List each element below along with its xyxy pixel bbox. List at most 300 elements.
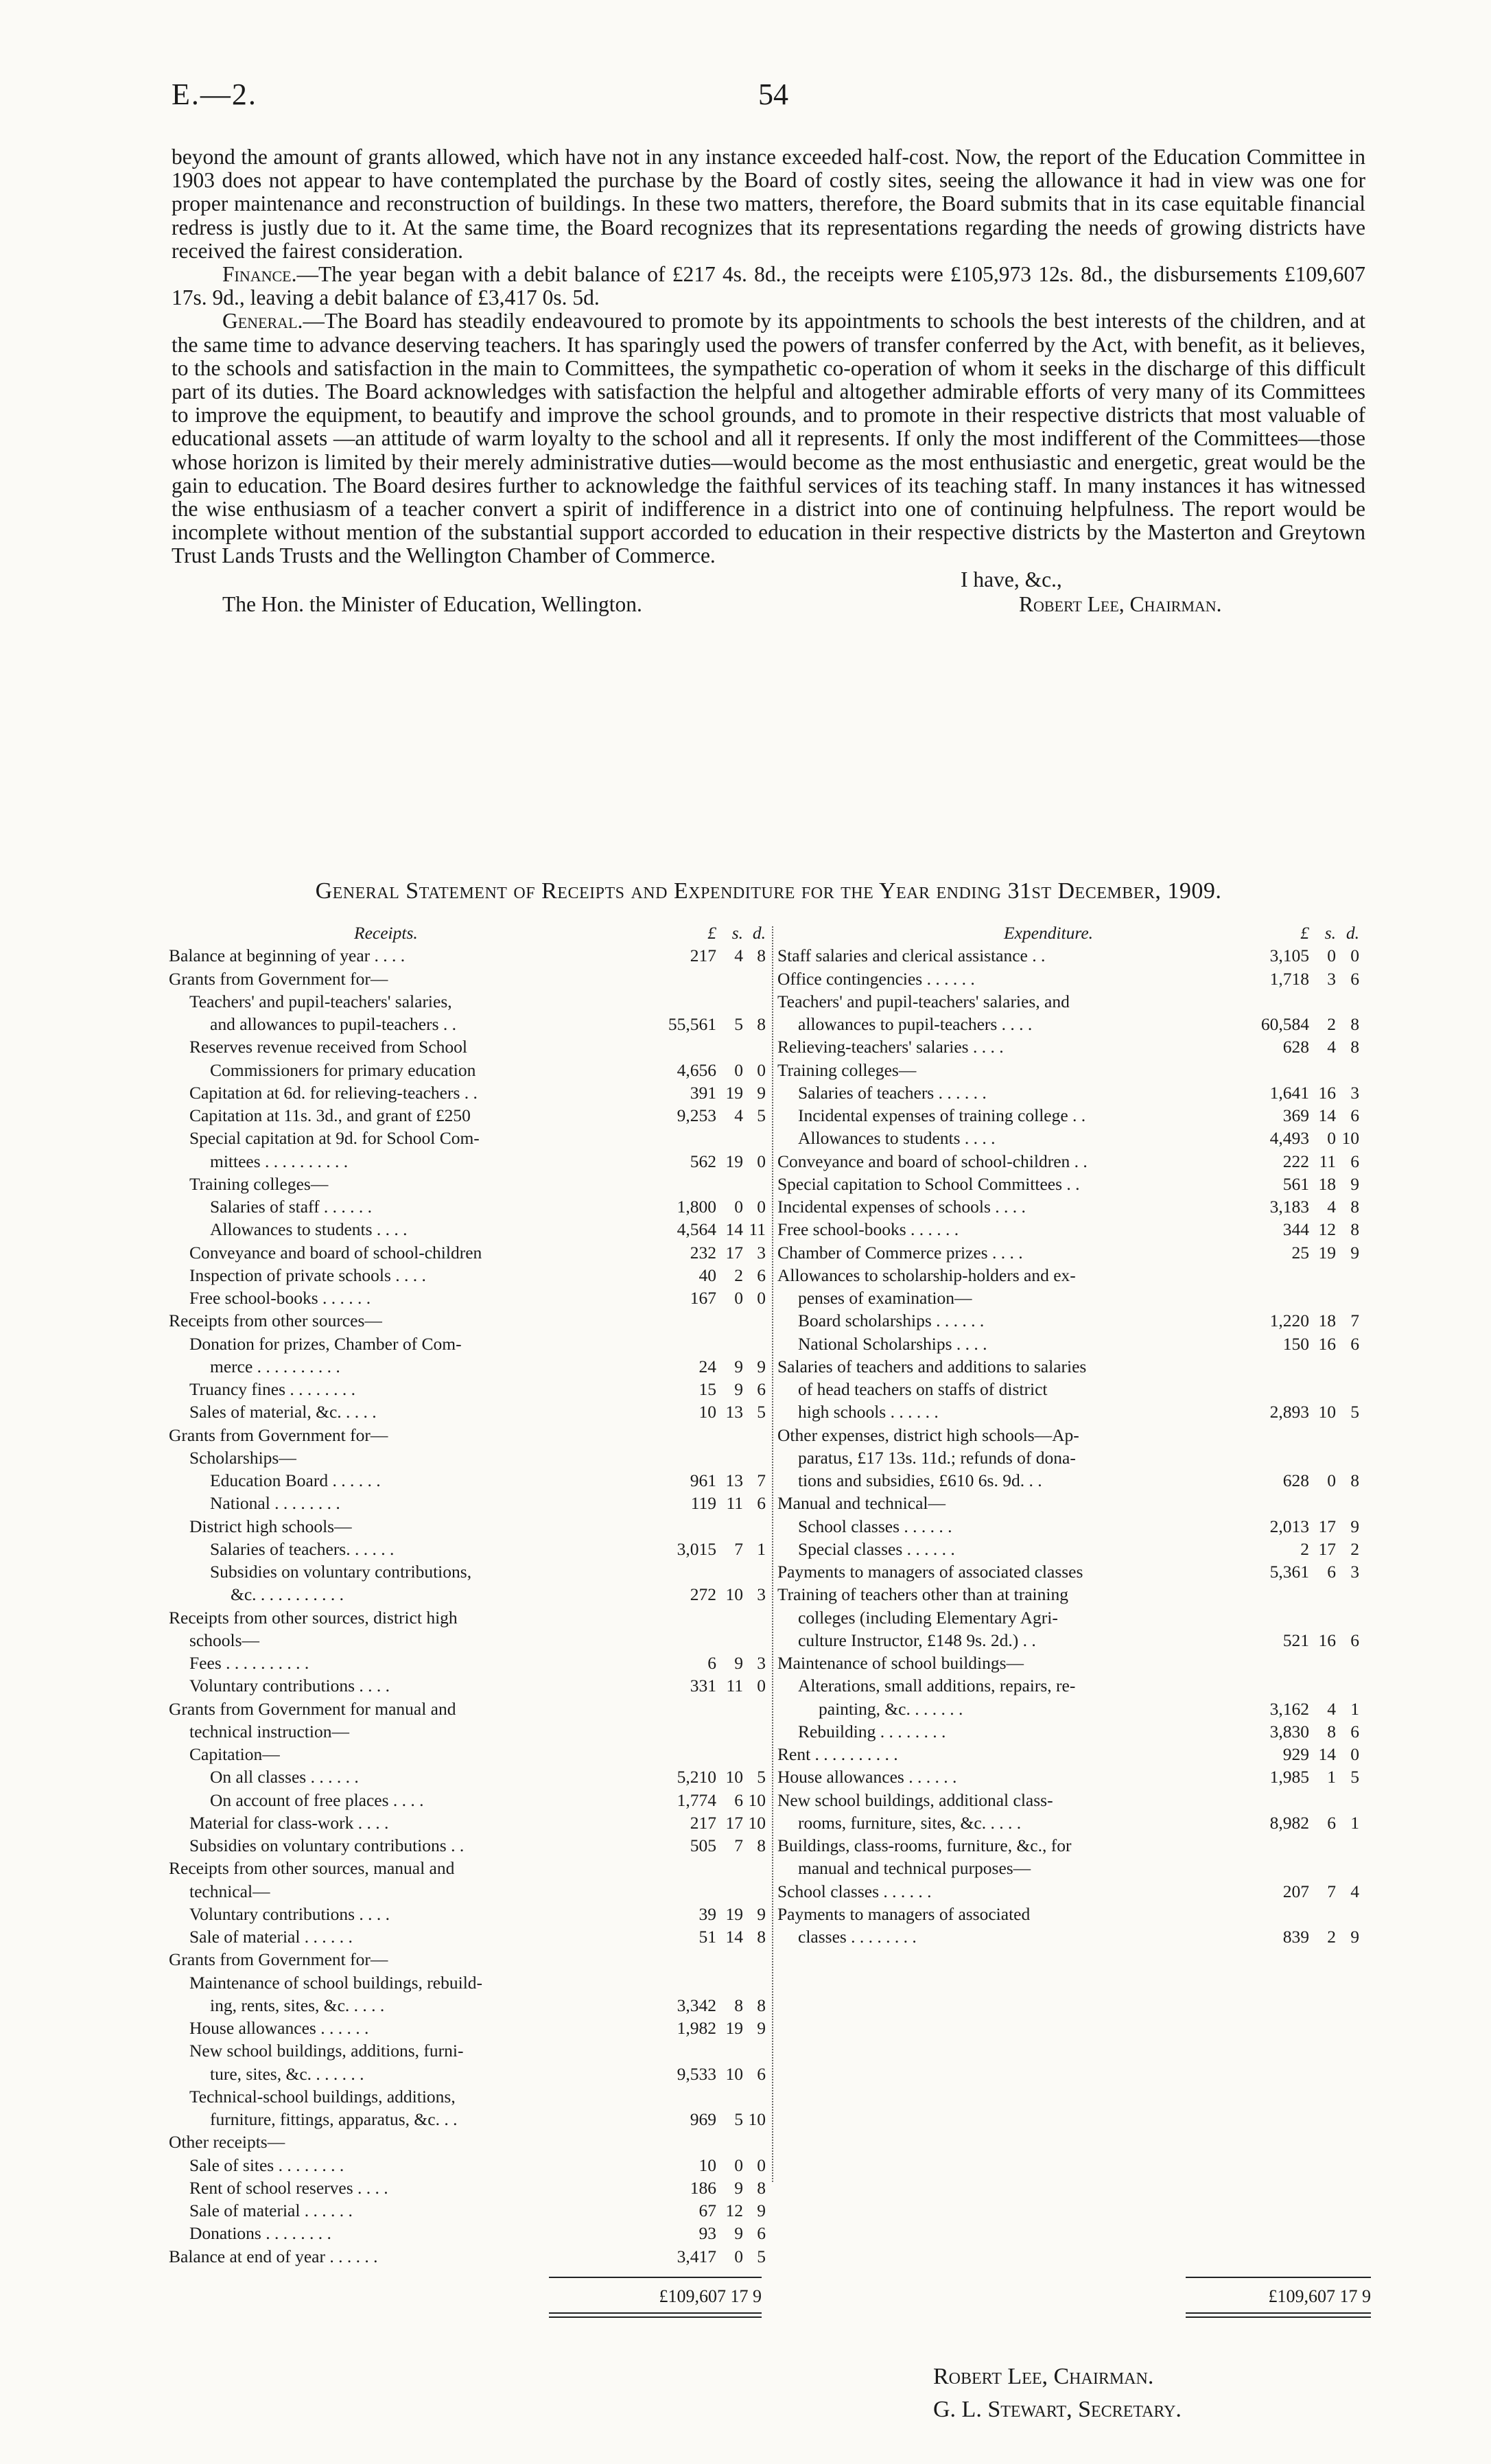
expenditure-row: [777, 1813, 1371, 1835]
amount-pounds: 3,015: [677, 1538, 716, 1559]
item-label: Grants from Government for manual and: [169, 1698, 456, 1719]
item-label: On all classes . . . . . .: [210, 1767, 359, 1787]
receipts-total-value: £109,607 17 9: [659, 2286, 762, 2306]
amount-pence: 6: [1350, 1630, 1359, 1650]
item-label: merce . . . . . . . . . .: [210, 1356, 340, 1376]
amount-pounds: 5,361: [1269, 1562, 1309, 1582]
series-reference: E.—2.: [172, 78, 257, 111]
amount-pounds: 521: [1282, 1630, 1309, 1650]
item-label: Donation for prizes, Chamber of Com-: [189, 1333, 462, 1354]
receipt-row: [169, 1995, 773, 2018]
amount-pence: 1: [1350, 1698, 1359, 1719]
amount-shillings: 14: [1318, 1744, 1336, 1764]
amount-pence: 5: [757, 1402, 766, 1422]
item-label: Conveyance and board of school-children: [189, 1242, 482, 1263]
item-label: Board scholarships . . . . . .: [798, 1311, 985, 1331]
item-label: high schools . . . . . .: [798, 1402, 939, 1422]
item-label: ing, rents, sites, &c. . . . .: [210, 1995, 385, 2015]
amount-shillings: 9: [734, 2223, 743, 2244]
receipt-row: [169, 1151, 773, 1174]
amount-shillings: 19: [1318, 1242, 1336, 1263]
expenditure-row: [777, 1767, 1371, 1790]
unit-pounds: £: [1300, 923, 1309, 943]
amount-shillings: 16: [1318, 1082, 1336, 1103]
amount-pounds: 40: [698, 1265, 716, 1285]
amount-pounds: 1,985: [1269, 1767, 1309, 1787]
item-label: Allowances to students . . . .: [798, 1128, 996, 1149]
expenditure-row: [777, 1151, 1371, 1174]
amount-pounds: 839: [1282, 1927, 1309, 1947]
item-label: schools—: [189, 1630, 259, 1650]
receipt-row: [169, 1562, 773, 1584]
amount-shillings: 9: [734, 2177, 743, 2198]
finance-text: —The year began with a debit balance of £217 4s. 8d., the receipts were £105,973 12s. 8d., the disbursements £109,607 17s. 9d., leaving a debit balance of £3,417 0s. 5d.: [172, 262, 1365, 310]
amount-pence: 7: [757, 1470, 766, 1490]
amount-pence: 0: [757, 1059, 766, 1080]
item-label: Rebuilding . . . . . . . .: [798, 1721, 946, 1741]
finance-heading: Finance.: [222, 262, 297, 287]
addressee-line: [172, 593, 1365, 618]
amount-pounds: 1,774: [677, 1790, 716, 1810]
receipt-row: [169, 1448, 773, 1470]
amount-shillings: 19: [725, 1082, 743, 1103]
amount-pence: 6: [1350, 968, 1359, 989]
item-label: District high schools—: [189, 1516, 352, 1536]
amount-shillings: 4: [1327, 1698, 1336, 1719]
expenditure-header-row: [777, 923, 1371, 946]
expenditure-row: [777, 1904, 1371, 1927]
amount-shillings: 0: [1327, 1470, 1336, 1490]
amount-shillings: 11: [1319, 1151, 1336, 1171]
item-label: Payments to managers of associated classes: [777, 1562, 1083, 1582]
amount-shillings: 2: [734, 1265, 743, 1285]
amount-shillings: 2: [1327, 1927, 1336, 1947]
chairman-signature: Robert Lee, Chairman.: [933, 2364, 1154, 2389]
unit-pence: d.: [1346, 923, 1359, 943]
expenditure-row: [777, 1037, 1371, 1059]
amount-shillings: 13: [725, 1470, 743, 1490]
amount-pounds: 232: [690, 1242, 716, 1263]
amount-pence: 6: [757, 1493, 766, 1514]
unit-shillings: s.: [1324, 923, 1336, 943]
amount-pounds: 9,253: [677, 1105, 716, 1125]
expenditure-row: [777, 1334, 1371, 1357]
item-label: Education Board . . . . . .: [210, 1470, 381, 1490]
general-heading: General.: [222, 309, 303, 333]
expenditure-row: [777, 1562, 1371, 1584]
amount-pounds: 8,982: [1269, 1812, 1309, 1833]
amount-shillings: 3: [1327, 968, 1336, 989]
amount-shillings: 9: [734, 1653, 743, 1673]
item-label: Conveyance and board of school-children . .: [777, 1151, 1088, 1171]
expenditure-row: [777, 1014, 1371, 1037]
item-label: Maintenance of school buildings—: [777, 1653, 1024, 1673]
amount-pence: 4: [1350, 1881, 1359, 1901]
item-label: manual and technical purposes—: [798, 1858, 1031, 1879]
item-label: Voluntary contributions . . . .: [189, 1676, 390, 1696]
amount-pounds: 562: [690, 1151, 716, 1171]
secretary-signature: G. L. Stewart, Secretary.: [933, 2397, 1182, 2422]
item-label: Salaries of teachers. . . . . .: [210, 1538, 395, 1559]
expenditure-row: [777, 1128, 1371, 1151]
amount-pounds: 217: [690, 1812, 716, 1833]
amount-shillings: 18: [1318, 1311, 1336, 1331]
item-label: Receipts from other sources, manual and: [169, 1858, 455, 1879]
amount-shillings: 1: [1327, 1767, 1336, 1787]
item-label: &c. . . . . . . . . . .: [231, 1584, 344, 1605]
receipt-row: [169, 1767, 773, 1790]
item-label: Teachers' and pupil-teachers' salaries, and: [777, 991, 1070, 1011]
expenditure-heading: Expenditure.: [1004, 923, 1094, 943]
item-label: Relieving-teachers' salaries . . . .: [777, 1037, 1004, 1057]
amount-pounds: 150: [1282, 1333, 1309, 1354]
receipt-row: [169, 2109, 773, 2132]
amount-pounds: 331: [690, 1676, 716, 1696]
amount-pounds: 6: [707, 1653, 716, 1673]
amount-pounds: 4,493: [1269, 1128, 1309, 1149]
amount-pence: 8: [757, 1014, 766, 1034]
amount-pounds: 4,564: [677, 1219, 716, 1240]
item-label: Maintenance of school buildings, rebuild-: [189, 1972, 483, 1993]
unit-pounds: £: [707, 923, 716, 943]
expenditure-row: [777, 1357, 1371, 1379]
amount-shillings: 17: [725, 1812, 743, 1833]
item-label: Sale of sites . . . . . . . .: [189, 2155, 344, 2175]
receipt-row: [169, 1630, 773, 1653]
receipt-row: [169, 992, 773, 1014]
expenditure-row: [777, 1630, 1371, 1653]
amount-pounds: 1,718: [1269, 968, 1309, 989]
receipt-row: [169, 1722, 773, 1744]
item-label: Incidental expenses of training college . .: [798, 1105, 1086, 1125]
item-label: Grants from Government for—: [169, 968, 388, 989]
amount-pounds: 628: [1282, 1470, 1309, 1490]
amount-pence: 5: [757, 1105, 766, 1125]
receipt-row: [169, 1927, 773, 1949]
amount-pence: 6: [1350, 1151, 1359, 1171]
item-label: New school buildings, additions, furni-: [189, 2041, 464, 2061]
amount-pence: 10: [748, 1812, 766, 1833]
item-label: Truancy fines . . . . . . . .: [189, 1379, 356, 1399]
item-label: Sale of material . . . . . .: [189, 1927, 353, 1947]
item-label: technical instruction—: [189, 1721, 349, 1741]
receipt-row: [169, 1973, 773, 1995]
item-label: Material for class-work . . . .: [189, 1812, 389, 1833]
signer: Robert Lee, Chairman.: [1019, 591, 1222, 616]
total-double-rule: [549, 2312, 762, 2314]
expenditure-row: [777, 1608, 1371, 1630]
amount-shillings: 11: [726, 1493, 743, 1514]
amount-pence: 0: [757, 1151, 766, 1171]
amount-shillings: 7: [734, 1835, 743, 1855]
receipt-row: [169, 2246, 773, 2269]
receipt-row: [169, 1083, 773, 1105]
page-header: [172, 77, 1365, 118]
item-label: allowances to pupil-teachers . . . .: [798, 1014, 1033, 1034]
item-label: Voluntary contributions . . . .: [189, 1903, 390, 1924]
amount-pounds: 1,641: [1269, 1082, 1309, 1103]
item-label: Teachers' and pupil-teachers' salaries,: [189, 991, 452, 1011]
amount-pence: 5: [1350, 1767, 1359, 1787]
amount-shillings: 0: [734, 1059, 743, 1080]
amount-pounds: 3,183: [1269, 1197, 1309, 1217]
amount-pounds: 55,561: [668, 1014, 716, 1034]
amount-pence: 9: [1350, 1173, 1359, 1194]
receipts-heading: Receipts.: [354, 923, 418, 943]
item-label: National . . . . . . . .: [210, 1493, 340, 1514]
receipt-row: [169, 1904, 773, 1927]
receipt-row: [169, 1813, 773, 1835]
amount-shillings: 4: [1327, 1197, 1336, 1217]
amount-shillings: 13: [725, 1402, 743, 1422]
amount-pence: 9: [1350, 1927, 1359, 1947]
amount-pence: 9: [757, 2201, 766, 2220]
amount-pence: 6: [757, 2063, 766, 2084]
amount-pence: 8: [757, 1835, 766, 1855]
amount-shillings: 5: [734, 1014, 743, 1034]
amount-shillings: 18: [1318, 1173, 1336, 1194]
amount-pounds: 67: [698, 2201, 716, 2220]
receipt-row: [169, 1584, 773, 1607]
receipt-row: [169, 2041, 773, 2063]
item-label: Technical-school buildings, additions,: [189, 2086, 456, 2107]
expenditure-row: [777, 946, 1371, 968]
amount-pence: 9: [757, 2018, 766, 2038]
amount-pounds: 39: [698, 1903, 716, 1924]
amount-shillings: 0: [734, 1197, 743, 1217]
receipt-row: [169, 969, 773, 992]
item-label: Salaries of teachers . . . . . .: [798, 1082, 987, 1103]
amount-pounds: 24: [698, 1356, 716, 1376]
receipt-row: [169, 1493, 773, 1516]
item-label: culture Instructor, £148 9s. 2d.) . .: [798, 1630, 1036, 1650]
addressee: The Hon. the Minister of Education, Wellington.: [222, 591, 642, 616]
amount-shillings: 11: [726, 1676, 743, 1696]
amount-pounds: 505: [690, 1835, 716, 1855]
item-label: Training of teachers other than at training: [777, 1584, 1068, 1605]
expenditure-row: [777, 1105, 1371, 1128]
expenditure-row: [777, 1927, 1371, 1949]
receipt-row: [169, 1105, 773, 1128]
amount-shillings: 17: [1318, 1516, 1336, 1536]
amount-pounds: 222: [1282, 1151, 1309, 1171]
item-label: Special capitation to School Committees . .: [777, 1173, 1080, 1194]
item-label: Donations . . . . . . . .: [189, 2223, 331, 2244]
amount-pence: 6: [1350, 1105, 1359, 1125]
total-double-rule: [549, 2316, 762, 2318]
item-label: Receipts from other sources—: [169, 1311, 382, 1331]
expenditure-row: [777, 1448, 1371, 1470]
amount-pence: 11: [749, 1219, 766, 1240]
item-label: Free school-books . . . . . .: [189, 1288, 371, 1308]
item-label: Allowances to students . . . .: [210, 1219, 408, 1240]
item-label: Buildings, class-rooms, furniture, &c., for: [777, 1835, 1072, 1855]
amount-pence: 8: [1350, 1197, 1359, 1217]
amount-shillings: 8: [734, 1995, 743, 2015]
receipt-row: [169, 1653, 773, 1676]
amount-shillings: 8: [1327, 1721, 1336, 1741]
report-text: [172, 145, 1365, 618]
amount-pounds: 5,210: [677, 1767, 716, 1787]
amount-shillings: 0: [734, 1288, 743, 1308]
amount-pounds: 186: [690, 2177, 716, 2198]
amount-shillings: 4: [734, 1105, 743, 1125]
expenditure-row: [777, 1584, 1371, 1607]
item-label: House allowances . . . . . .: [777, 1767, 957, 1787]
expenditure-row: [777, 1470, 1371, 1493]
paragraph-finance: [172, 263, 1365, 309]
item-label: and allowances to pupil-teachers . .: [210, 1014, 456, 1034]
item-label: mittees . . . . . . . . . .: [210, 1151, 349, 1171]
item-label: Capitation at 6d. for relieving-teachers . .: [189, 1082, 478, 1103]
receipt-row: [169, 1676, 773, 1698]
expenditure-row: [777, 1219, 1371, 1242]
amount-pence: 6: [757, 1379, 766, 1399]
item-label: Staff salaries and clerical assistance . .: [777, 946, 1046, 966]
amount-shillings: 19: [725, 1151, 743, 1171]
expenditure-row: [777, 1881, 1371, 1904]
amount-pounds: 119: [690, 1493, 716, 1514]
amount-pence: 0: [1350, 1744, 1359, 1764]
expenditure-row: [777, 1676, 1371, 1698]
closing-line: [172, 568, 1365, 593]
expenditure-row: [777, 1425, 1371, 1448]
amount-pence: 1: [757, 1538, 766, 1559]
item-label: Training colleges—: [189, 1173, 329, 1194]
amount-pence: 3: [757, 1653, 766, 1673]
amount-pence: 9: [1350, 1242, 1359, 1263]
receipt-row: [169, 2018, 773, 2041]
receipts-header-row: [169, 923, 773, 946]
expenditure-total: [1186, 2277, 1371, 2318]
amount-shillings: 19: [725, 1903, 743, 1924]
amount-pence: 0: [757, 1676, 766, 1696]
receipt-row: [169, 1357, 773, 1379]
item-label: Alterations, small additions, repairs, re-: [798, 1676, 1076, 1696]
amount-pounds: 3,417: [677, 2246, 716, 2266]
unit-pence: d.: [752, 923, 766, 943]
receipt-row: [169, 1790, 773, 1813]
amount-pence: 8: [1350, 1037, 1359, 1057]
receipt-row: [169, 1539, 773, 1562]
item-label: colleges (including Elementary Agri-: [798, 1607, 1058, 1628]
page-number: 54: [758, 78, 788, 111]
amount-pence: 8: [757, 2177, 766, 2198]
amount-pounds: 2,013: [1269, 1516, 1309, 1536]
item-label: Capitation at 11s. 3d., and grant of £250: [189, 1105, 471, 1125]
expenditure-row: [777, 1516, 1371, 1539]
amount-pence: 8: [757, 946, 766, 966]
amount-pence: 3: [757, 1584, 766, 1605]
item-label: Capitation—: [189, 1744, 280, 1764]
receipt-row: [169, 946, 773, 968]
amount-pounds: 3,830: [1269, 1721, 1309, 1741]
item-label: Balance at beginning of year . . . .: [169, 946, 406, 966]
amount-pounds: 344: [1282, 1219, 1309, 1240]
amount-pounds: 25: [1291, 1242, 1309, 1263]
amount-pence: 5: [1350, 1402, 1359, 1422]
amount-pence: 0: [757, 1288, 766, 1308]
unit-shillings: s.: [731, 923, 743, 943]
receipt-row: [169, 1037, 773, 1059]
receipt-row: [169, 1835, 773, 1858]
item-label: School classes . . . . . .: [777, 1881, 932, 1901]
amount-shillings: 14: [725, 1219, 743, 1240]
amount-pounds: 207: [1282, 1881, 1309, 1901]
expenditure-row: [777, 1288, 1371, 1311]
amount-pence: 9: [757, 1356, 766, 1376]
amount-shillings: 10: [725, 1767, 743, 1787]
amount-pence: 6: [757, 2223, 766, 2244]
amount-pounds: 93: [698, 2223, 716, 2244]
item-label: Rent of school reserves . . . .: [189, 2177, 388, 2198]
statement-title: General Statement of Receipts and Expenditure for the Year ending 31st December, 1909.: [315, 878, 1222, 904]
amount-shillings: 10: [725, 1584, 743, 1605]
amount-pounds: 3,162: [1269, 1698, 1309, 1719]
item-label: New school buildings, additional class-: [777, 1790, 1053, 1810]
receipt-row: [169, 1379, 773, 1402]
item-label: Subsidies on voluntary contributions . .: [189, 1835, 465, 1855]
item-label: furniture, fittings, apparatus, &c. . .: [210, 2109, 458, 2129]
receipt-row: [169, 1425, 773, 1448]
amount-pence: 6: [757, 1265, 766, 1285]
receipt-row: [169, 2178, 773, 2201]
amount-pounds: 3,342: [677, 1995, 716, 2015]
amount-shillings: 12: [725, 2201, 743, 2220]
receipt-row: [169, 2132, 773, 2155]
receipt-row: [169, 1288, 773, 1311]
receipt-row: [169, 1858, 773, 1881]
total-rule: [1186, 2277, 1371, 2278]
amount-shillings: 0: [734, 2155, 743, 2175]
expenditure-row: [777, 1699, 1371, 1722]
expenditure-row: [777, 1539, 1371, 1562]
general-text: —The Board has steadily endeavoured to promote by its appointments to schools the best interests of the children, and at the same time to advance deserving teachers. It has sparingly used the powers of transfer conferred by the Act, with benefit, as it believes, to the schools and satisfaction in the main to Committees, the sympathetic co-operation of whom it seeks in the discharge of this difficult part of its duties. The Board acknowledges with satisfaction the helpful and altogether admirable efforts of very many of its Committees to improve the equipment, to beautify and improve the school grounds, and to promote in their respective districts that most valuable of educational assets —an attitude of warm loyalty to the school and all it represents. If only the most indifferent of the Committees—those whose horizon is limited by their merely administrative duties—would become as the most enthusiastic and energetic, great would be the gain to education. The Board desires further to acknowledge the faithful services of its teaching staff. In many instances it has witnessed the wise enthusiasm of a teacher convert a spirit of indifference in a district into one of continuing helpfulness. The report would be incomplete without mention of the substantial support accorded to education in their respective districts by the Masterton and Greytown Trust Lands Trusts and the Wellington Chamber of Commerce.: [172, 309, 1365, 568]
amount-pounds: 1,220: [1269, 1311, 1309, 1331]
item-label: Chamber of Commerce prizes . . . .: [777, 1242, 1023, 1263]
amount-pounds: 561: [1282, 1173, 1309, 1194]
amount-pounds: 60,584: [1260, 1014, 1309, 1034]
amount-shillings: 0: [1327, 946, 1336, 966]
receipt-row: [169, 2064, 773, 2087]
amount-shillings: 9: [734, 1356, 743, 1376]
amount-shillings: 6: [1327, 1812, 1336, 1833]
total-double-rule: [1186, 2316, 1371, 2318]
amount-pence: 0: [757, 1197, 766, 1217]
amount-shillings: 14: [1318, 1105, 1336, 1125]
expenditure-row: [777, 992, 1371, 1014]
item-label: Rent . . . . . . . . . .: [777, 1744, 898, 1764]
item-label: Reserves revenue received from School: [189, 1037, 467, 1057]
expenditure-row: [777, 1060, 1371, 1083]
amount-shillings: 9: [734, 1379, 743, 1399]
amount-pounds: 969: [690, 2109, 716, 2129]
item-label: Salaries of staff . . . . . .: [210, 1197, 373, 1217]
amount-pounds: 369: [1282, 1105, 1309, 1125]
amount-pounds: 1,800: [677, 1197, 716, 1217]
receipt-row: [169, 1402, 773, 1424]
amount-pence: 3: [1350, 1562, 1359, 1582]
receipt-row: [169, 1699, 773, 1722]
item-label: technical—: [189, 1881, 270, 1901]
expenditure-row: [777, 1311, 1371, 1333]
amount-pounds: 1,982: [677, 2018, 716, 2038]
amount-pounds: 15: [698, 1379, 716, 1399]
item-label: Special capitation at 9d. for School Com-: [189, 1128, 480, 1149]
amount-pence: 0: [1350, 946, 1359, 966]
receipt-row: [169, 2087, 773, 2109]
amount-pence: 2: [1350, 1538, 1359, 1559]
